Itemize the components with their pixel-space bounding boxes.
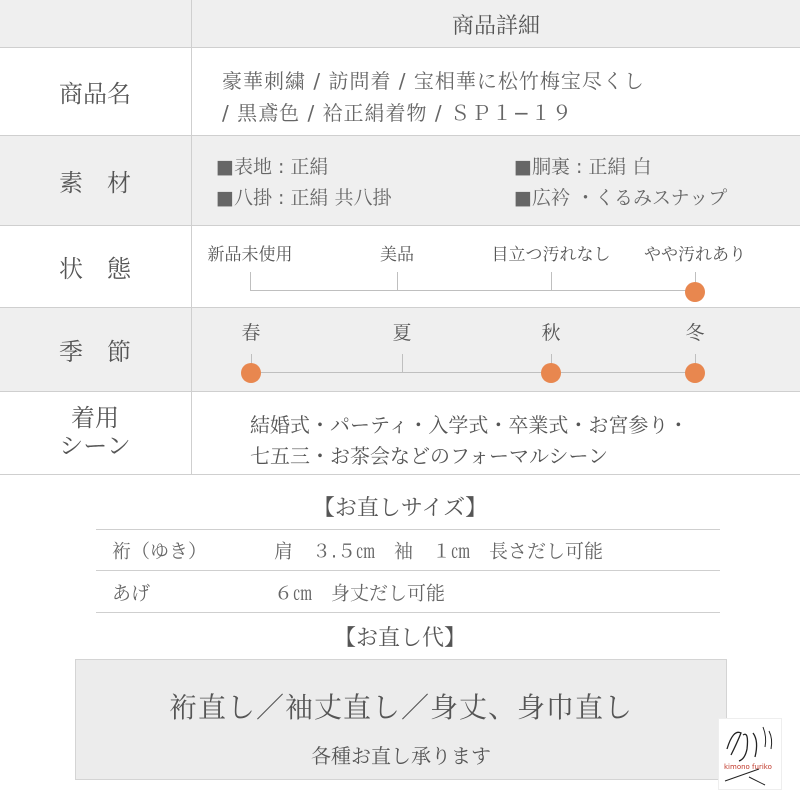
condition-level-new: 新品未使用 (207, 245, 293, 265)
scene-label-line2: シーン (59, 432, 131, 460)
size-row-value: ６㎝ 身丈だし可能 (274, 582, 446, 604)
season-autumn: 秋 (541, 322, 561, 344)
fee-box (75, 659, 727, 780)
season-marker-winter (685, 363, 705, 383)
row-condition (0, 226, 800, 308)
material-hakkake: ■八掛 : 正絹 共八掛 (216, 187, 392, 209)
season-marker-autumn (541, 363, 561, 383)
condition-scale (191, 226, 800, 307)
season-summer: 夏 (392, 322, 412, 344)
fee-section-title: 【お直し代】 (333, 626, 466, 651)
row-product-name (0, 48, 800, 136)
brand-logo-text: kimono furiko (724, 763, 772, 771)
season-label: 季 節 (59, 338, 131, 366)
size-row-name: あげ (112, 582, 151, 604)
scene-line1: 結婚式・パーティ・入学式・卒業式・お宮参り・ (250, 413, 689, 437)
condition-level-soiled: やや汚れあり (644, 245, 746, 265)
material-content (191, 136, 800, 225)
material-label: 素 材 (59, 169, 131, 197)
season-scale (191, 308, 800, 391)
row-material (0, 136, 800, 226)
condition-tick (551, 272, 552, 290)
scene-line2: 七五三・お茶会などのフォーマルシーン (250, 444, 609, 468)
brand-logo-mark (719, 719, 783, 791)
detail-header (0, 0, 800, 48)
condition-tick (250, 272, 251, 290)
size-row-yuki (96, 529, 720, 571)
product-name-label: 商品名 (59, 80, 131, 108)
product-name-line2: / 黒鳶色 / 袷正絹着物 / ＳＰ１−１９ (222, 101, 573, 125)
brand-logo (718, 718, 782, 790)
fee-sub-text: 各種お直し承ります (311, 744, 491, 768)
row-scene (0, 392, 800, 475)
season-marker-spring (241, 363, 261, 383)
season-winter: 冬 (685, 322, 705, 344)
size-row-age (96, 571, 720, 613)
product-name-line1: 豪華刺繍 / 訪問着 / 宝相華に松竹梅宝尽くし (222, 69, 645, 93)
size-section-title: 【お直しサイズ】 (312, 496, 488, 521)
product-name-content (191, 48, 800, 135)
material-outer: ■表地 : 正絹 (216, 156, 329, 178)
size-row-value: 肩 ３.５㎝ 袖 １㎝ 長さだし可能 (274, 540, 604, 562)
condition-marker (685, 282, 705, 302)
season-tick (402, 354, 403, 372)
season-scale-line (251, 372, 695, 373)
condition-level-good: 美品 (380, 245, 414, 265)
detail-title: 商品詳細 (191, 0, 800, 48)
row-season (0, 308, 800, 392)
fee-main-text: 裄直し／袖丈直し／身丈、身巾直し (168, 691, 633, 724)
condition-scale-line (250, 290, 695, 291)
scene-label-line1: 着用 (71, 404, 119, 433)
season-spring: 春 (241, 322, 261, 344)
scene-content (191, 392, 800, 474)
scene-label (0, 392, 190, 474)
condition-tick (397, 272, 398, 290)
condition-label: 状 態 (59, 255, 131, 283)
material-collar: ■広衿 ・くるみスナップ (514, 187, 728, 209)
condition-level-clean: 目立つ汚れなし (491, 245, 611, 265)
size-row-name: 裄（ゆき） (112, 540, 208, 562)
material-lining: ■胴裏 : 正絹 白 (514, 156, 652, 178)
